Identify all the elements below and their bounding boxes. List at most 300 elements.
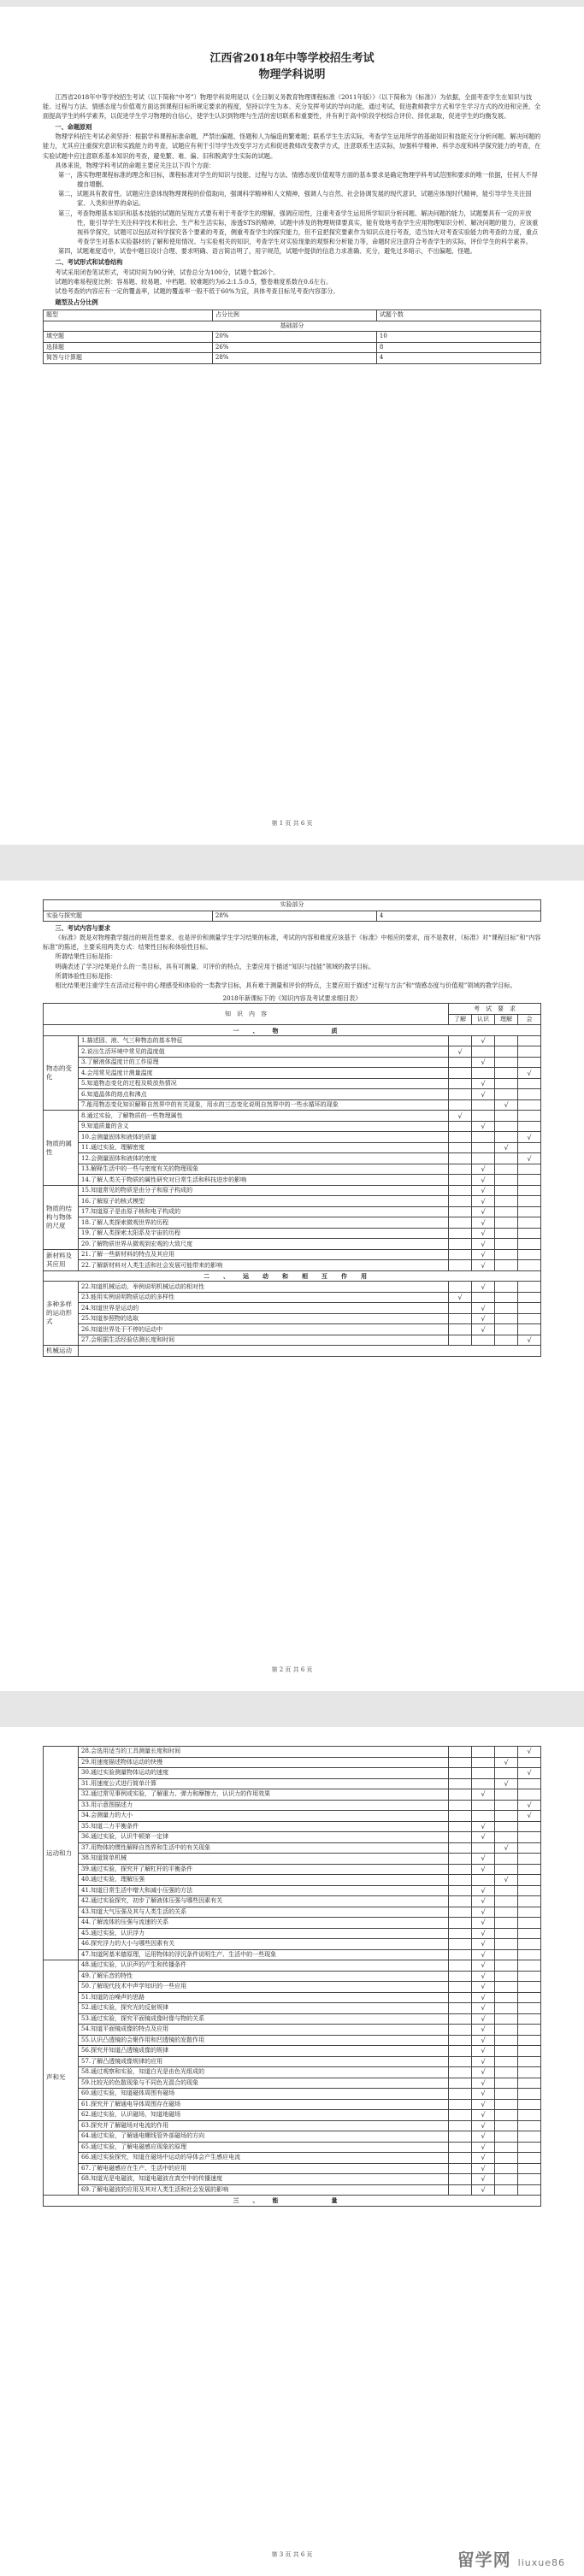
checkmark-icon: √: [481, 2121, 486, 2130]
paragraph: 物理学科招生考试必须坚持：根据学科课程标准命题，严禁出偏题、怪题和人为编造的繁难题；联系学生生活实际，考查学生运用所学的基础知识和技能充分分析问题、解决问题的能力，尤其应注重探究意识和实践能力的考查，试题应有利于引导学生改变学习方式和促进教师改变教学方式，注意联系生活实际，加强科学精神、科学态度和科学探究能力的考查，在实验试题中应注意联系基本知识的考查，避免繁、难、偏、旧和脱离学生实际的试题。: [43, 133, 541, 160]
requirement-cell: [449, 2078, 472, 2089]
requirement-cell: [495, 2142, 518, 2153]
knowledge-item: 35.知道二力平衡条件: [79, 1821, 449, 1832]
table-header-row: [44, 1004, 541, 1015]
requirement-cell: [495, 2110, 518, 2121]
requirement-cell: [518, 1153, 541, 1164]
requirement-cell: [472, 1939, 495, 1950]
level-header: 理解: [495, 1014, 518, 1025]
requirement-cell: [495, 2099, 518, 2110]
table-row: [44, 1778, 541, 1789]
requirement-cell: [518, 1778, 541, 1789]
knowledge-item: 40.通过实验，理解压强: [79, 1875, 449, 1886]
requirement-cell: [472, 1078, 495, 1089]
knowledge-item: 52.通过实验，探究光的反射规律: [79, 2003, 449, 2014]
paragraph: 《标准》既是对物理教学提出的规范性要求，也是评价和测量学生学习结果的标准，考试的内容和难度应该基于《标准》中相应的要求，而不是教材，《标准》对“课程目标”和“内容标准”的陈述，主要采用两类方式：结果性目标和体验性目标。: [43, 934, 541, 952]
table-row: [44, 1918, 541, 1929]
knowledge-item: 29.用速度描述物体运动的快慢: [79, 1757, 449, 1768]
knowledge-item: 4.会用常见温度计测量温度: [79, 1068, 449, 1079]
table-header-cell: 占分比例: [212, 310, 376, 321]
requirement-cell: [472, 1057, 495, 1068]
checkmark-icon: √: [481, 1240, 486, 1248]
requirement-cell: [518, 1068, 541, 1079]
table-row: [44, 1249, 541, 1260]
requirement-cell: [495, 1875, 518, 1886]
watermark-sub: liuxue86: [517, 2557, 565, 2568]
knowledge-item: 31.用速度公式进行简单计算: [79, 1778, 449, 1789]
paragraph: 所谓体验性目标是指：: [55, 971, 117, 980]
knowledge-item: 48.通过实验，认识声的产生和传播条件: [79, 1960, 449, 1972]
requirement-cell: [518, 2174, 541, 2185]
requirement-cell: [449, 1789, 472, 1801]
requirement-cell: [518, 2142, 541, 2153]
requirement-cell: [518, 1142, 541, 1153]
group-label: 多种多样的运动形式: [44, 1282, 79, 1346]
knowledge-item: 17.知道原子是由原子核和电子构成的: [79, 1206, 449, 1217]
requirement-cell: [495, 2153, 518, 2164]
item-text: 试题难度适中，试卷中题目设计合理、要求明确、语言简洁明了，用字规范，试题中提供的信息力求准确、充分，避免过多暗示，不出偏题、怪题。: [76, 247, 476, 256]
requirement-cell: [518, 1992, 541, 2003]
knowledge-item: 43.知道大气压强及其与人类生活的关系: [79, 1907, 449, 1918]
knowledge-item: 54.知道平面镜成像的特点及应用: [79, 2025, 449, 2036]
requirement-cell: [518, 1896, 541, 1907]
knowledge-item: 67.了解电磁感应在生产、生活中的应用: [79, 2163, 449, 2174]
knowledge-item: 69.了解电磁波的应用及其对人类生活和社会发展的影响: [79, 2184, 449, 2196]
section-heading: 一、命题原则: [55, 123, 92, 132]
checkmark-icon: √: [481, 2057, 486, 2066]
knowledge-item: 18.了解人类探索微观世界的历程: [79, 1217, 449, 1229]
table-row: [44, 1282, 541, 1293]
table-row: [44, 1335, 541, 1346]
knowledge-item: 45.通过实验，认识浮力: [79, 1928, 449, 1939]
requirement-cell: [518, 1078, 541, 1089]
requirement-cell: [472, 2163, 495, 2174]
requirement-cell: [518, 1800, 541, 1811]
table-row: [44, 1324, 541, 1335]
checkmark-icon: √: [481, 2036, 486, 2044]
group-label: 物质的属性: [44, 1111, 79, 1186]
category-label: 三、能 量: [44, 2196, 541, 2207]
checkmark-icon: √: [481, 1187, 486, 1194]
requirement-cell: [472, 1992, 495, 2003]
requirement-cell: [495, 2131, 518, 2143]
requirement-cell: [495, 1121, 518, 1132]
requirement-cell: [449, 1089, 472, 1100]
table-row: [44, 1800, 541, 1811]
table-row: [44, 1035, 541, 1046]
requirement-cell: [449, 2025, 472, 2036]
table-section-label: 实验部分: [44, 900, 541, 911]
checkmark-icon: √: [481, 1833, 486, 1842]
requirement-cell: [449, 1111, 472, 1122]
principle-item: [43, 209, 541, 247]
checkmark-icon: √: [504, 1876, 509, 1884]
requirement-cell: [495, 2120, 518, 2131]
requirement-cell: [518, 1960, 541, 1972]
requirement-cell: [518, 2131, 541, 2143]
requirement-cell: [449, 1821, 472, 1832]
requirement-cell: [518, 2025, 541, 2036]
knowledge-item: 5.知道物态变化的过程及吸放热情况: [79, 1078, 449, 1089]
requirement-cell: [495, 2184, 518, 2196]
requirement-cell: [449, 1292, 472, 1303]
knowledge-item: 62.通过实验，认识磁场，知道地磁场: [79, 2110, 449, 2121]
checkmark-icon: √: [481, 1822, 486, 1830]
table-cell: [79, 1346, 541, 1357]
requirement-cell: [495, 1800, 518, 1811]
table-row: [44, 1747, 541, 1758]
knowledge-item: 56.探究并知道凸透镜成像的规律: [79, 2046, 449, 2057]
table-row: [44, 1313, 541, 1324]
requirement-cell: [472, 1832, 495, 1843]
table-row: [44, 1842, 541, 1854]
checkmark-icon: √: [481, 2185, 486, 2194]
requirement-cell: [449, 1164, 472, 1175]
page-footer: 第 1 页 共 6 页: [271, 820, 313, 827]
table-row: [44, 900, 541, 911]
item-label: 第二，: [58, 190, 77, 198]
requirement-cell: [495, 1854, 518, 1865]
group-label: 运动和力: [44, 1747, 79, 1960]
item-label: 第四，: [58, 247, 77, 256]
requirement-cell: [449, 2174, 472, 2185]
table-row: [44, 1175, 541, 1186]
category-label: 一、物 质: [44, 1025, 541, 1036]
requirement-cell: [472, 1046, 495, 1058]
requirement-cell: [472, 1821, 495, 1832]
requirement-cell: [449, 1811, 472, 1822]
group-label: 机械运动: [44, 1346, 79, 1357]
requirement-cell: [495, 1768, 518, 1779]
requirement-cell: [449, 1303, 472, 1314]
checkmark-icon: √: [481, 2078, 486, 2087]
requirement-cell: [472, 1854, 495, 1865]
checkmark-icon: √: [527, 1133, 532, 1141]
requirement-cell: [472, 1228, 495, 1239]
requirement-cell: [449, 1907, 472, 1918]
requirement-cell: [518, 1175, 541, 1186]
requirement-cell: [518, 1885, 541, 1896]
table-cell: 实验与探究题: [44, 911, 213, 922]
checkmark-icon: √: [527, 1069, 532, 1077]
requirement-cell: [449, 1875, 472, 1886]
requirement-cell: [449, 1228, 472, 1239]
requirement-cell: [495, 1089, 518, 1100]
requirement-cell: [495, 2046, 518, 2057]
requirement-cell: [518, 1196, 541, 1207]
table-row: [44, 1089, 541, 1100]
table-row: [44, 2099, 541, 2110]
requirement-cell: [495, 1132, 518, 1143]
requirement-cell: [472, 2035, 495, 2046]
requirement-cell: [495, 1068, 518, 1079]
knowledge-item: 34.会测量力的大小: [79, 1811, 449, 1822]
requirement-cell: [472, 1185, 495, 1196]
table-row: [44, 2013, 541, 2025]
requirement-cell: [472, 2046, 495, 2057]
knowledge-item: 33.用示意图描述力: [79, 1800, 449, 1811]
principle-item: [43, 170, 541, 189]
knowledge-item: 46.探究浮力的大小与哪些因素有关: [79, 1939, 449, 1950]
checkmark-icon: √: [481, 1080, 486, 1088]
checkmark-icon: √: [481, 2154, 486, 2162]
requirement-cell: [449, 2046, 472, 2057]
table-row: [44, 1896, 541, 1907]
requirement-cell: [495, 1164, 518, 1175]
knowledge-item: 3.了解液体温度计的工作原理: [79, 1057, 449, 1068]
requirement-cell: [472, 1768, 495, 1779]
checkmark-icon: √: [527, 1769, 532, 1777]
table-row: [44, 1885, 541, 1896]
requirement-cell: [518, 1875, 541, 1886]
watermark-logo: [457, 2546, 565, 2571]
requirement-cell: [495, 2035, 518, 2046]
requirement-cell: [495, 2013, 518, 2025]
requirement-cell: [472, 1089, 495, 1100]
table-row: [44, 1346, 541, 1357]
table-row: [44, 1057, 541, 1068]
checkmark-icon: √: [481, 1165, 486, 1173]
knowledge-item: 55.认识凸透镜的会聚作用和凹透镜的发散作用: [79, 2035, 449, 2046]
table-row: [44, 1185, 541, 1196]
requirement-cell: [472, 1757, 495, 1768]
table-row: [44, 1949, 541, 1960]
category-row: [44, 1270, 541, 1282]
knowledge-item: 41.知道日常生活中增大和减小压强的方法: [79, 1885, 449, 1896]
table-cell: 4: [376, 353, 540, 364]
knowledge-item: 36.通过实验，认识牛顿第一定律: [79, 1832, 449, 1843]
requirement-cell: [518, 1035, 541, 1046]
page-footer: 第 2 页 共 6 页: [271, 1666, 313, 1673]
table-row: [44, 1854, 541, 1865]
requirement-cell: [518, 1971, 541, 1982]
requirement-cell: [495, 1153, 518, 1164]
requirement-cell: [449, 1313, 472, 1324]
knowledge-item: 22.知道机械运动，举例说明机械运动的相对性: [79, 1282, 449, 1293]
checkmark-icon: √: [481, 2143, 486, 2151]
knowledge-item: 51.知道防治噪声的思路: [79, 1992, 449, 2003]
table-row: [44, 1757, 541, 1768]
requirement-cell: [518, 1228, 541, 1239]
table-row: [44, 2131, 541, 2143]
knowledge-item: 57.了解凸透镜成像规律的应用: [79, 2056, 449, 2067]
checkmark-icon: √: [481, 1865, 486, 1873]
requirement-cell: [472, 2174, 495, 2185]
requirement-cell: [472, 1035, 495, 1046]
table-cell: 20%: [212, 332, 376, 343]
knowledge-item: 66.通过实验探究，知道在磁场中运动的导体会产生感应电流: [79, 2153, 449, 2164]
requirement-cell: [449, 1068, 472, 1079]
checkmark-icon: √: [481, 1058, 486, 1066]
requirement-cell: [449, 1206, 472, 1217]
checkmark-icon: √: [481, 2047, 486, 2055]
knowledge-item: 37.用物体的惯性解释自然界和生活中的有关现象: [79, 1842, 449, 1854]
paragraph: 试卷考查的内容应有一定的覆盖率，试题的覆盖率一般不低于60%为宜，具体考查目标见考查内容部分。: [55, 286, 339, 295]
requirement-cell: [518, 1842, 541, 1854]
requirement-cell: [495, 2003, 518, 2014]
requirement-cell: [449, 1768, 472, 1779]
requirement-cell: [472, 2120, 495, 2131]
checkmark-icon: √: [481, 2175, 486, 2184]
requirement-cell: [449, 1057, 472, 1068]
requirement-cell: [518, 1303, 541, 1314]
requirement-cell: [449, 1842, 472, 1854]
requirement-cell: [472, 2153, 495, 2164]
requirement-cell: [472, 2067, 495, 2078]
requirement-cell: [518, 1057, 541, 1068]
table-cell: 简答与计算题: [44, 353, 213, 364]
requirement-cell: [472, 1885, 495, 1896]
table-row: [44, 1928, 541, 1939]
requirement-cell: [495, 1949, 518, 1960]
checkmark-icon: √: [481, 1123, 486, 1130]
knowledge-item: 65.通过实验，了解电磁感应现象的原理: [79, 2142, 449, 2153]
knowledge-item: 26.知道世界处于不停的运动中: [79, 1324, 449, 1335]
checkmark-icon: √: [481, 1176, 486, 1184]
checkmark-icon: √: [481, 1854, 486, 1863]
checkmark-icon: √: [481, 1897, 486, 1906]
requirement-cell: [495, 1971, 518, 1982]
table-row: [44, 2078, 541, 2089]
checkmark-icon: √: [481, 1218, 486, 1227]
requirement-cell: [472, 1800, 495, 1811]
knowledge-item: 63.探究并了解磁场对电流的作用: [79, 2120, 449, 2131]
table-row: [44, 1992, 541, 2003]
knowledge-item: 12.会测量固体和液体的密度: [79, 1153, 449, 1164]
requirement-cell: [495, 1928, 518, 1939]
requirement-cell: [472, 1864, 495, 1875]
table-cell: 填空题: [44, 332, 213, 343]
table-row: [44, 2003, 541, 2014]
requirement-cell: [518, 2153, 541, 2164]
watermark-main: 留学网: [457, 2549, 511, 2570]
table-row: [44, 1768, 541, 1779]
knowledge-item: 47.知道阿基米德原理，运用物体的浮沉条件说明生产、生活中的一些现象: [79, 1949, 449, 1960]
table-row: [44, 321, 541, 332]
requirement-cell: [495, 1832, 518, 1843]
table-section-label: 基础部分: [44, 321, 541, 332]
requirement-cell: [449, 1249, 472, 1260]
knowledge-item: 13.解释生活中的一些与密度有关的物理现象: [79, 1164, 449, 1175]
paragraph: 考试采用闭卷笔试形式，考试时间为90分钟，试卷总分为100分，试题个数26个。: [55, 268, 280, 276]
table-row: [44, 2089, 541, 2100]
requirement-cell: [518, 1907, 541, 1918]
table-row: [44, 1228, 541, 1239]
table-header-row: [44, 310, 541, 321]
requirement-cell: [472, 1260, 495, 1271]
score-table: [43, 309, 541, 364]
checkmark-icon: √: [504, 1843, 509, 1852]
requirement-cell: [518, 1949, 541, 1960]
requirement-cell: [495, 1918, 518, 1929]
table-row: [44, 2142, 541, 2153]
requirement-cell: [472, 1142, 495, 1153]
requirement-cell: [518, 1789, 541, 1801]
knowledge-item: 64.通过实验，了解通电螺线管外部磁场的方向: [79, 2131, 449, 2143]
requirement-cell: [518, 1335, 541, 1346]
requirement-cell: [449, 1971, 472, 1982]
requirement-cell: [449, 1896, 472, 1907]
knowledge-item: 53.通过实验，探究平面镜成像时像与物的关系: [79, 2013, 449, 2025]
checkmark-icon: √: [481, 1251, 486, 1259]
requirement-cell: [449, 1747, 472, 1758]
requirement-cell: [449, 1939, 472, 1950]
level-header: 认识: [472, 1014, 495, 1025]
knowledge-item: 58.通过观察和实验，知道白光是由色光组成的: [79, 2067, 449, 2078]
knowledge-item: 49.了解乐音的特性: [79, 1971, 449, 1982]
checkmark-icon: √: [504, 1758, 509, 1766]
checkmark-icon: √: [481, 1940, 486, 1948]
section-heading: 三、考试内容与要求: [55, 924, 111, 932]
requirement-cell: [472, 1949, 495, 1960]
checkmark-icon: √: [481, 2132, 486, 2141]
requirement-cell: [449, 2184, 472, 2196]
requirement-cell: [495, 1960, 518, 1972]
requirement-cell: [495, 2163, 518, 2174]
requirement-cell: [472, 1099, 495, 1111]
requirement-cell: [449, 1854, 472, 1865]
requirement-cell: [495, 1324, 518, 1335]
requirement-cell: [518, 1313, 541, 1324]
requirement-cell: [518, 1864, 541, 1875]
paragraph: 相比结果更注重学生在活动过程中的心理感受和体验的一类教学目标，具有难于测量和评价的特点，主要应用于描述“过程与方法”和“情感态度与价值观”领域的教学目标。: [55, 981, 516, 989]
table-row: [44, 1239, 541, 1250]
document-page-3: [9, 1727, 575, 2576]
requirement-cell: [518, 1982, 541, 1993]
table-row: [44, 1121, 541, 1132]
requirement-cell: [449, 2099, 472, 2110]
requirement-cell: [472, 1164, 495, 1175]
checkmark-icon: √: [481, 1315, 486, 1323]
requirement-cell: [495, 1292, 518, 1303]
knowledge-item: 39.通过实验，探究并了解杠杆的平衡条件: [79, 1864, 449, 1875]
item-text: 试题具有教育性。试题应注意体现物理课程的价值取向，强调科学精神和人文精神，强调人与自然、社会协调发展的现代意识，试题应体现时代精神，能引导学生关注国家、人类和世界的命运。: [76, 190, 532, 208]
paragraph: 具体来说，物理学科考试的命题主要应关注以下四个方面：: [55, 161, 215, 169]
requirement-cell: [495, 1747, 518, 1758]
requirement-cell: [472, 1292, 495, 1303]
requirement-cell: [449, 1217, 472, 1229]
table-row: [44, 1811, 541, 1822]
requirement-cell: [472, 1982, 495, 1993]
requirement-cell: [449, 1035, 472, 1046]
requirement-cell: [472, 2013, 495, 2025]
knowledge-item: 14.了解人类关于物质的属性研究对日常生活和科技进步的影响: [79, 1175, 449, 1186]
requirement-cell: [449, 2013, 472, 2025]
knowledge-item: 42.通过实验探究，初步了解液体压强与哪些因素有关: [79, 1896, 449, 1907]
requirement-cell: [472, 1971, 495, 1982]
knowledge-item: 19.了解人类探索太阳系及宇宙的历程: [79, 1228, 449, 1239]
table-cell: 10: [376, 332, 540, 343]
knowledge-item: 1.描述固、液、气三种物态的基本特征: [79, 1035, 449, 1046]
checkmark-icon: √: [481, 1261, 486, 1270]
checkmark-icon: √: [481, 1197, 486, 1205]
requirement-cell: [518, 1185, 541, 1196]
checkmark-icon: √: [481, 1983, 486, 1991]
checkmark-icon: √: [481, 1993, 486, 2001]
table-row: [44, 1260, 541, 1271]
category-row: [44, 1025, 541, 1036]
requirement-cell: [495, 1885, 518, 1896]
table-row: [44, 1153, 541, 1164]
requirement-cell: [518, 1260, 541, 1271]
requirement-cell: [449, 2120, 472, 2131]
requirement-cell: [449, 1132, 472, 1143]
table-row: [44, 1099, 541, 1111]
requirement-cell: [449, 1324, 472, 1335]
knowledge-item: 25.知道参照物的选取: [79, 1313, 449, 1324]
requirement-cell: [495, 1046, 518, 1058]
requirement-cell: [518, 2089, 541, 2100]
